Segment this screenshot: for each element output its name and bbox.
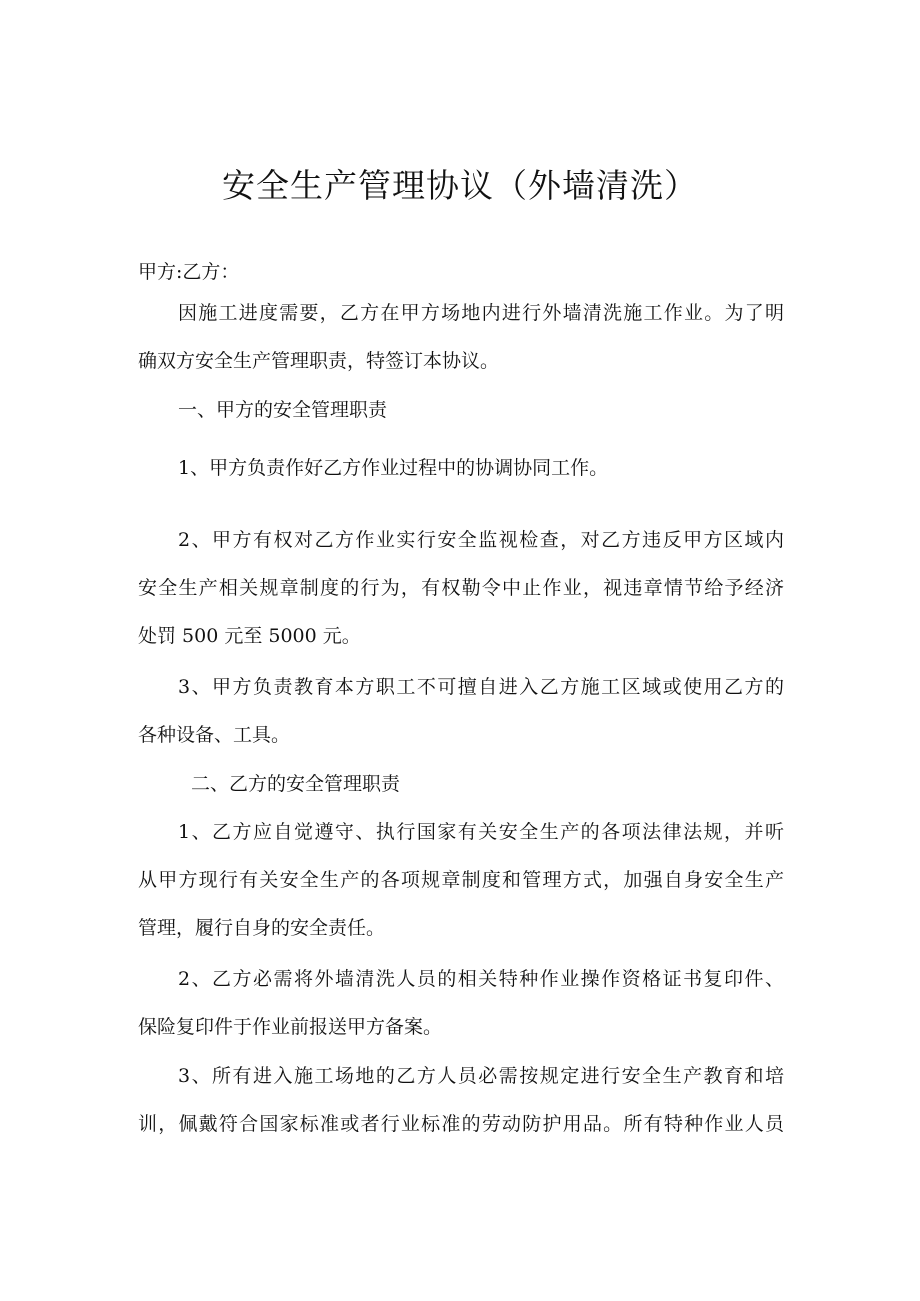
section1-item1: 1、甲方负责作好乙方作业过程中的协调协同工作。 xyxy=(178,457,609,479)
section2-item3-line2: 训，佩戴符合国家标准或者行业标准的劳动防护用品。所有特种作业人员 xyxy=(138,1113,784,1135)
parties-line: 甲方:乙方： xyxy=(138,261,240,283)
section2-item2-line2: 保险复印件于作业前报送甲方备案。 xyxy=(138,1016,443,1038)
section2-item3-line1: 3、所有进入施工场地的乙方人员必需按规定进行安全生产教育和培 xyxy=(178,1065,784,1087)
section2-item1-line3: 管理，履行自身的安全责任。 xyxy=(138,917,386,939)
section2-heading: 二、乙方的安全管理职责 xyxy=(191,773,401,795)
section2-item2-line1: 2、乙方必需将外墙清洗人员的相关特种作业操作资格证书复印件、 xyxy=(178,968,784,990)
section1-item3-line1: 3、甲方负责教育本方职工不可擅自进入乙方施工区域或使用乙方的 xyxy=(178,676,784,698)
intro-line-1: 因施工进度需要，乙方在甲方场地内进行外墙清洗施工作业。为了明 xyxy=(178,302,784,324)
intro-line-2: 确双方安全生产管理职责，特签订本协议。 xyxy=(138,350,500,372)
document-title: 安全生产管理协议（外墙清洗） xyxy=(222,166,698,205)
section2-item1-line2: 从甲方现行有关安全生产的各项规章制度和管理方式，加强自身安全生产 xyxy=(138,869,784,891)
section1-item2-line1: 2、甲方有权对乙方作业实行安全监视检查，对乙方违反甲方区域内 xyxy=(178,529,784,551)
section1-item2-line2: 安全生产相关规章制度的行为，有权勒令中止作业，视违章情节给予经济 xyxy=(138,577,784,599)
section1-heading: 一、甲方的安全管理职责 xyxy=(178,399,388,421)
section1-item3-line2: 各种设备、工具。 xyxy=(138,724,291,746)
section1-item2-line3: 处罚 500 元至 5000 元。 xyxy=(138,625,361,647)
section2-item1-line1: 1、乙方应自觉遵守、执行国家有关安全生产的各项法律法规，并听 xyxy=(178,821,784,843)
